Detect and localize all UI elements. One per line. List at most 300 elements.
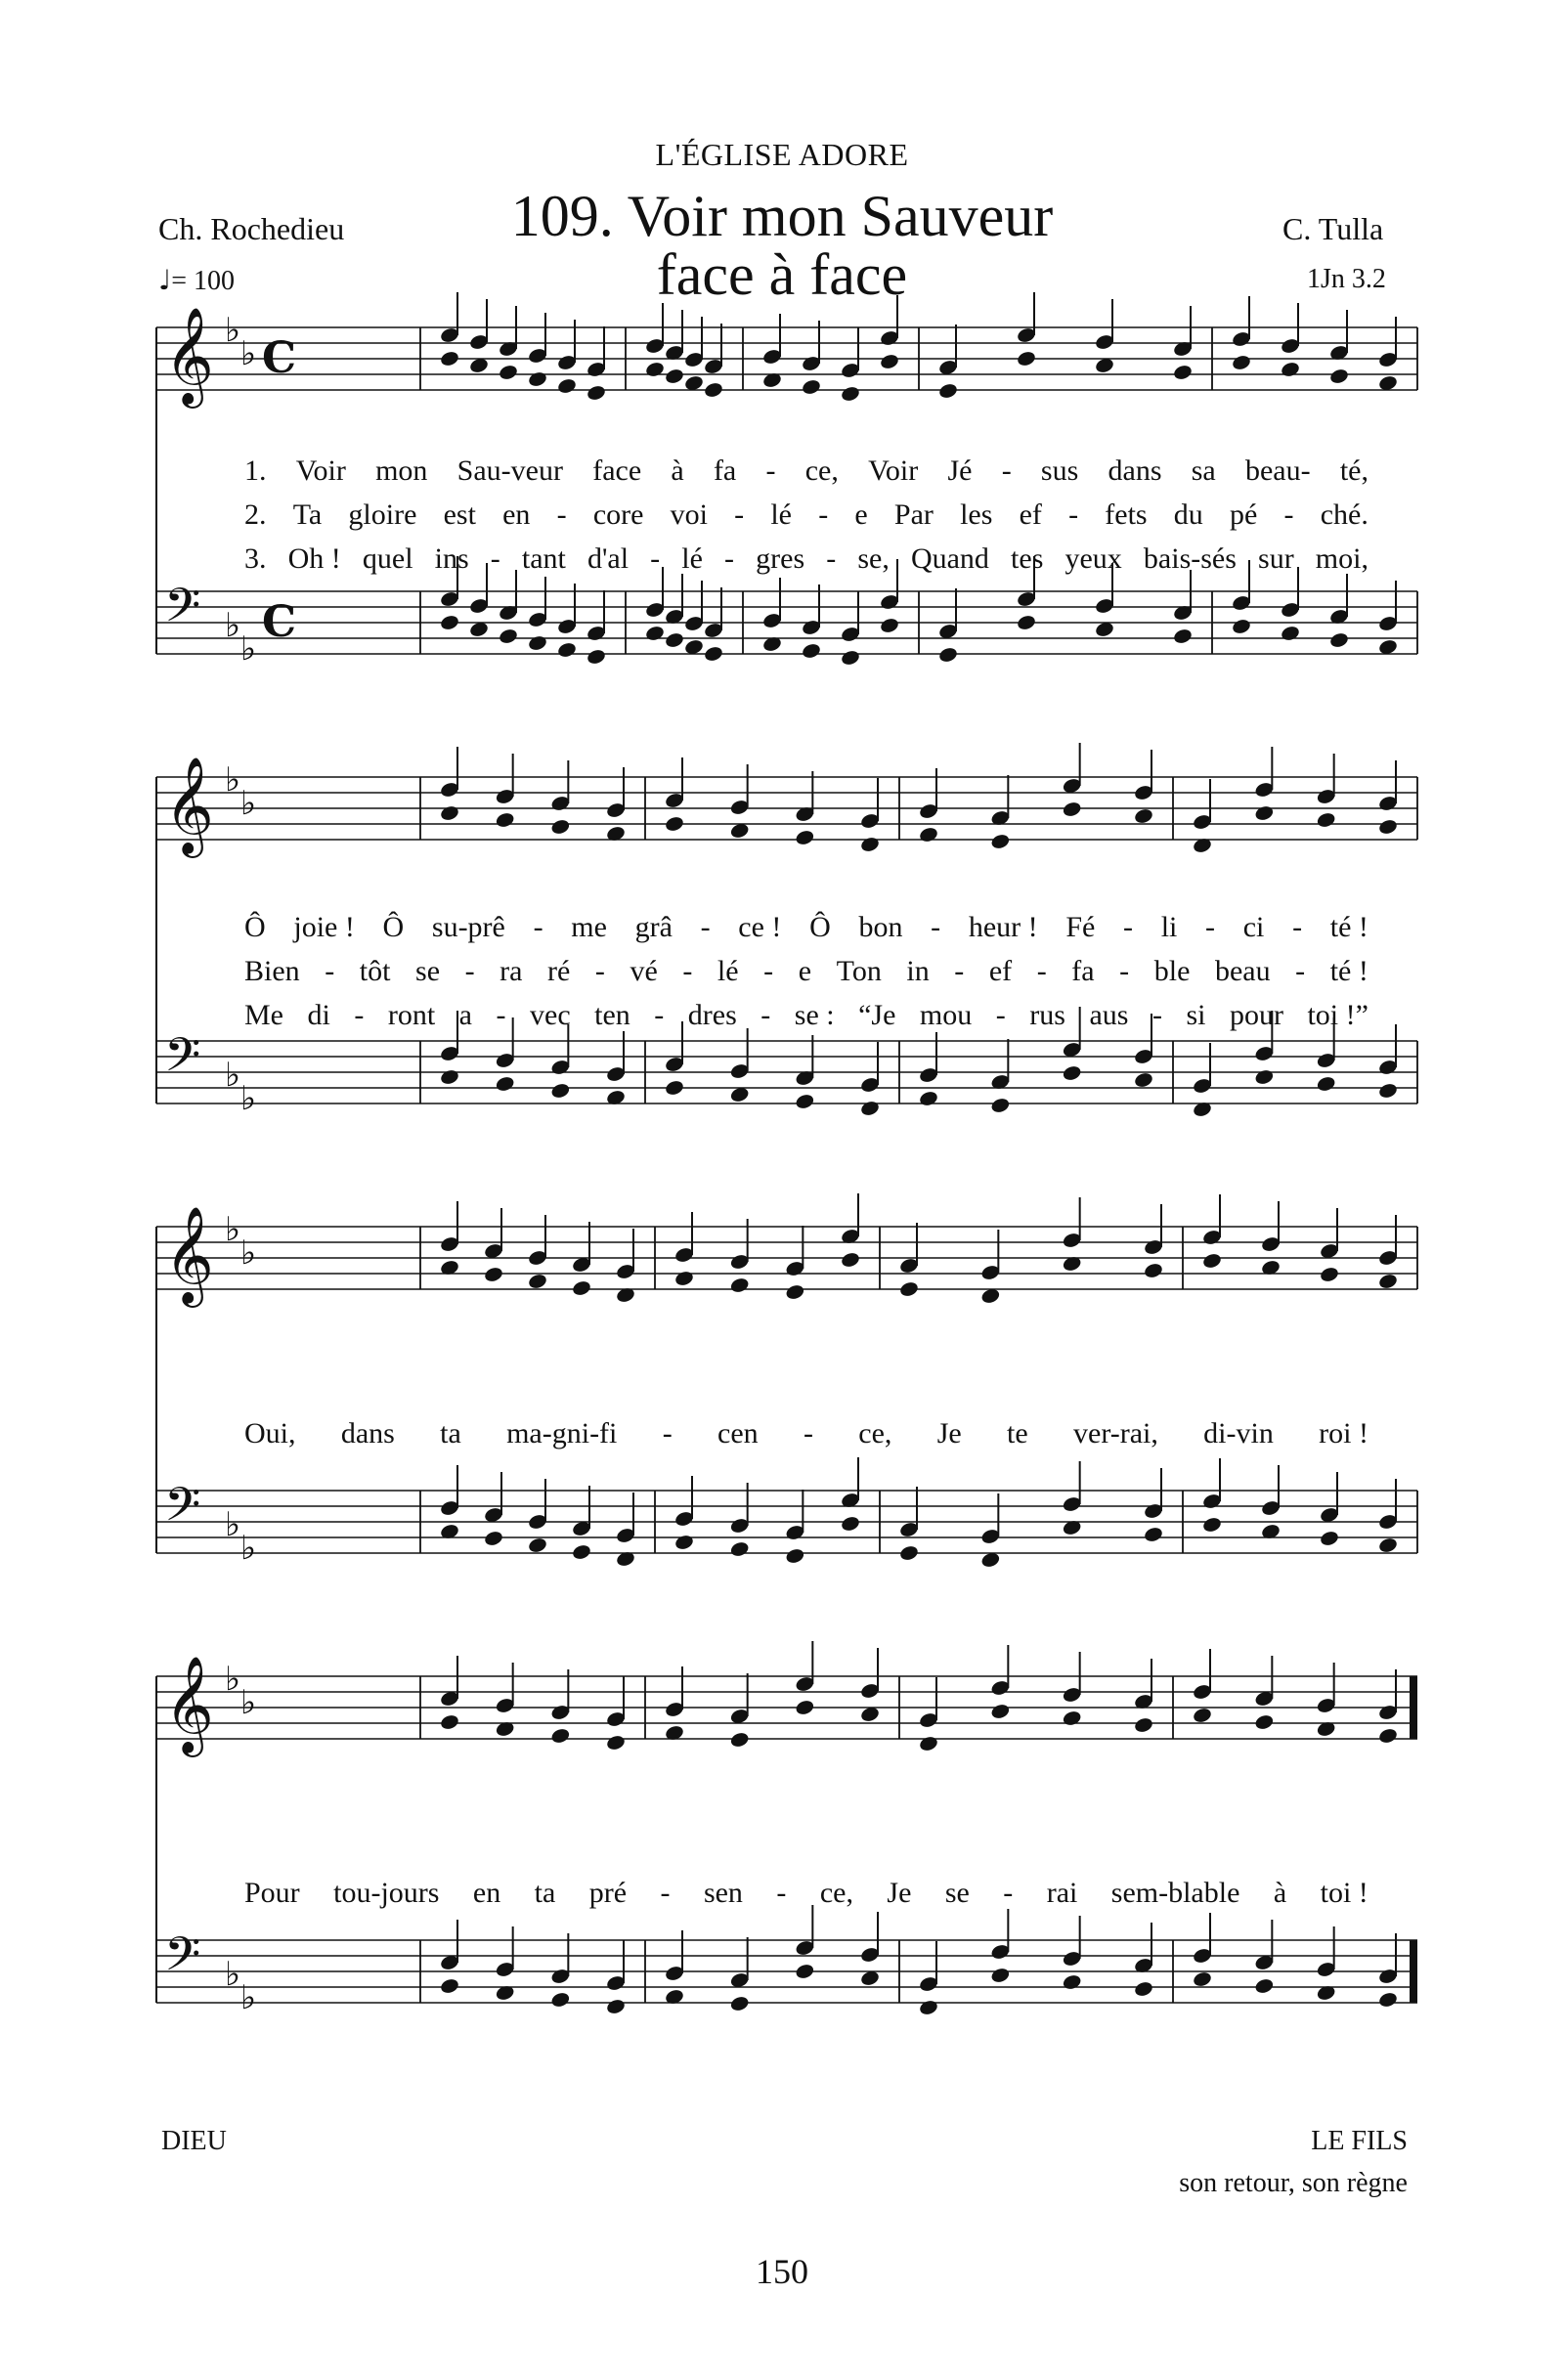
lyric-syllable: mou (919, 999, 973, 1031)
notehead (556, 641, 577, 659)
section-heading: L'ÉGLISE ADORE (655, 137, 909, 172)
lyric-syllable: dres (687, 999, 737, 1031)
lyric-syllable: dans (1108, 454, 1162, 487)
treble-staff (156, 743, 1417, 858)
time-signature-icon: C (262, 333, 297, 383)
lyric-syllable: Bien (244, 955, 300, 987)
lyric-line (244, 999, 1368, 1032)
notehead (1143, 1262, 1163, 1279)
lyric-syllable: a (458, 999, 472, 1031)
lyric-syllable: ce, (804, 454, 839, 487)
notehead (527, 1273, 547, 1290)
notehead (1319, 1530, 1339, 1547)
lyric-syllable: - (1295, 955, 1306, 987)
hymn-number: 109. (510, 184, 614, 248)
lyric-syllable: voi (670, 498, 708, 531)
notehead (795, 1093, 815, 1110)
lyric-syllable: - (995, 999, 1006, 1031)
lyric-syllable: toi !” (1307, 999, 1368, 1031)
lyric-syllable: - (1205, 911, 1216, 943)
lyric-syllable: tou-jours (333, 1877, 440, 1909)
lyric-syllable: ré (547, 955, 571, 987)
lyric-syllable: beau- (1244, 454, 1311, 487)
lyricist: Ch. Rochedieu (158, 211, 345, 246)
lyric-syllable: li (1160, 911, 1178, 943)
notehead (1328, 368, 1349, 385)
lyric-syllable: toi ! (1320, 1877, 1368, 1909)
notehead (1377, 818, 1398, 836)
lyric-syllable: - (1283, 498, 1294, 531)
notehead (1231, 354, 1251, 371)
notehead (644, 361, 665, 378)
lyric-syllable: Quand (910, 542, 989, 575)
lyric-syllable: pré (588, 1877, 628, 1909)
lyric-syllable: ta (440, 1417, 461, 1450)
lyric-syllable: - (1003, 1877, 1014, 1909)
lyric-syllable: Ô (809, 911, 831, 943)
notehead (1316, 811, 1336, 829)
notehead (1062, 1973, 1082, 1991)
lyric-syllable: di-vin (1203, 1417, 1274, 1450)
notehead (1377, 1273, 1398, 1290)
lyric-syllable: - (1151, 999, 1162, 1031)
notehead (879, 353, 899, 370)
lyric-syllable: té, (1339, 454, 1368, 487)
lyric-syllable: vec (530, 999, 571, 1031)
treble-staff (156, 1193, 1417, 1308)
notehead (664, 1079, 684, 1097)
notehead (439, 350, 459, 368)
notehead (729, 1731, 750, 1749)
lyric-syllable: sa (1191, 454, 1216, 487)
footer-category-right: LE FILS (1311, 2126, 1408, 2156)
notehead (664, 368, 684, 385)
scripture-reference: 1Jn 3.2 (1307, 264, 1386, 294)
lyric-syllable: Voir (295, 454, 346, 487)
lyric-syllable: Pour (244, 1877, 300, 1909)
lyric-syllable: se, (857, 542, 890, 575)
lyric-syllable: Sau-veur (456, 454, 563, 487)
treble-clef-icon: 𝄞 (164, 307, 214, 405)
lyric-syllable: sen (703, 1877, 743, 1909)
tempo-marking (158, 264, 235, 297)
flat-icon: ♭ (225, 1660, 241, 1699)
lyric-syllable: pour (1229, 999, 1283, 1031)
lyric-syllable: - (700, 911, 711, 943)
flat-icon: ♭ (240, 1233, 257, 1273)
lyric-syllable: - (354, 999, 365, 1031)
notehead (1143, 1526, 1163, 1543)
lyric-syllable: moi, (1315, 542, 1368, 575)
notehead (918, 1999, 938, 2016)
lyric-line (244, 542, 1368, 576)
notehead (1377, 1727, 1398, 1745)
notehead (439, 804, 459, 822)
notehead (1319, 1266, 1339, 1283)
lyric-syllable: - (660, 1877, 671, 1909)
lyric-syllable: - (1119, 955, 1130, 987)
page-number: 150 (756, 2252, 808, 2291)
hymn-title: Voir mon Sauveur (627, 184, 1054, 248)
notehead (1062, 1064, 1082, 1082)
lyric-syllable: cen (717, 1417, 759, 1450)
lyric-syllable: se (415, 955, 441, 987)
flat-icon: ♭ (240, 334, 257, 373)
lyric-syllable: en (502, 498, 531, 531)
lyric-syllable: - (931, 911, 941, 943)
lyric-syllable: mon (375, 454, 428, 487)
lyric-syllable: vé (630, 955, 658, 987)
lyric-syllable: té ! (1329, 911, 1368, 943)
notehead (664, 631, 684, 649)
lyric-syllable: Voir (868, 454, 919, 487)
lyric-syllable: Jé (947, 454, 973, 487)
lyric-syllable: Ta (292, 498, 323, 531)
notehead (990, 833, 1011, 850)
notehead (644, 625, 665, 642)
flat-icon: ♭ (240, 629, 257, 669)
lyric-syllable: bais-sés (1143, 542, 1237, 575)
lyric-syllable: core (592, 498, 644, 531)
treble-staff (156, 1641, 1417, 1757)
lyric-syllable: Ô (382, 911, 405, 943)
lyric-syllable: in (906, 955, 930, 987)
lyric-syllable: - (533, 911, 543, 943)
lyric-syllable: “Je (858, 999, 896, 1031)
composer: C. Tulla (1282, 211, 1384, 246)
lyric-syllable: Fé (1065, 911, 1096, 943)
lyric-syllable: ef (988, 955, 1013, 987)
flat-icon: ♭ (225, 311, 241, 350)
bass-staff (156, 1457, 1417, 1569)
notehead (1231, 618, 1251, 635)
lyric-syllable: - (803, 1417, 813, 1450)
notehead (586, 648, 606, 666)
notehead (840, 1251, 860, 1269)
lyric-syllable: - (654, 999, 665, 1031)
flat-icon: ♭ (225, 606, 241, 645)
lyric-syllable: Me (244, 999, 283, 1031)
lyric-syllable: - (734, 498, 745, 531)
notehead (550, 1991, 571, 2009)
lyric-syllable: joie ! (293, 911, 355, 943)
notehead (1062, 801, 1082, 818)
bass-clef-icon: 𝄢 (164, 1477, 201, 1543)
treble-staff (156, 292, 1417, 409)
notehead (556, 377, 577, 395)
lyric-syllable: - (1123, 911, 1133, 943)
notehead (1328, 631, 1349, 649)
lyric-syllable: dans (340, 1417, 395, 1450)
notehead (795, 829, 815, 846)
lyric-syllable: ci (1242, 911, 1265, 943)
lyric-line (244, 911, 1368, 944)
lyric-syllable: ver-rai, (1073, 1417, 1158, 1450)
notehead (859, 836, 880, 853)
notehead (990, 1703, 1011, 1720)
lyric-syllable: - (650, 542, 661, 575)
lyric-syllable: - (1068, 498, 1079, 531)
footer-category-left: DIEU (161, 2126, 227, 2156)
notehead (1280, 625, 1300, 642)
notehead (550, 1727, 571, 1745)
notehead (1254, 804, 1275, 822)
lyric-syllable: - (1001, 454, 1012, 487)
tempo-value: = 100 (171, 266, 236, 296)
lyric-syllable: ef (1019, 498, 1042, 531)
lyric-syllable: gloire (348, 498, 417, 531)
notehead (605, 1734, 626, 1752)
bass-clef-icon: 𝄢 (164, 578, 201, 644)
notehead (550, 1082, 571, 1100)
flat-icon: ♭ (225, 1505, 241, 1544)
flat-icon: ♭ (225, 760, 241, 800)
lyric-syllable: - (662, 1417, 673, 1450)
lyric-syllable: quel (362, 542, 413, 575)
notehead (1377, 1082, 1398, 1100)
notehead (918, 1090, 938, 1107)
lyric-syllable: e (854, 498, 868, 531)
treble-clef-icon: 𝄞 (164, 1656, 214, 1753)
lyric-line (244, 1417, 1368, 1450)
notehead (1062, 1709, 1082, 1727)
notehead (840, 385, 860, 403)
lyric-syllable: ra (500, 955, 523, 987)
notehead (1133, 1071, 1153, 1089)
lyric-syllable: les (960, 498, 993, 531)
lyric-syllable: Par (893, 498, 934, 531)
bass-clef-icon: 𝄢 (164, 1926, 201, 1993)
notehead (483, 1530, 503, 1547)
notehead (495, 811, 515, 829)
lyric-syllable: - (954, 955, 965, 987)
lyric-syllable: grâ (634, 911, 673, 943)
lyric-syllable: ce, (819, 1877, 853, 1909)
lyric-syllable: - (765, 454, 776, 487)
notehead (586, 384, 606, 402)
notehead (840, 1515, 860, 1533)
lyric-syllable: té ! (1329, 955, 1368, 987)
lyric-syllable: - (496, 999, 506, 1031)
flat-icon: ♭ (225, 1056, 241, 1095)
notehead (1016, 350, 1036, 368)
notehead (937, 646, 958, 664)
notehead (840, 649, 860, 667)
notehead (498, 364, 518, 381)
notehead (439, 1977, 459, 1995)
lyric-syllable: pé (1229, 498, 1258, 531)
notehead (729, 1995, 750, 2012)
notehead (1201, 1516, 1222, 1534)
lyric-line (244, 454, 1368, 488)
treble-clef-icon: 𝄞 (164, 1206, 214, 1304)
lyric-syllable: beau (1214, 955, 1271, 987)
flat-icon: ♭ (240, 1978, 257, 2017)
notehead (918, 826, 938, 844)
notehead (498, 627, 518, 645)
lyric-syllable: si (1186, 999, 1206, 1031)
lyric-syllable: - (490, 542, 500, 575)
notehead (1377, 1536, 1398, 1554)
notehead (1133, 1980, 1153, 1998)
notehead (1316, 1075, 1336, 1093)
lyric-syllable: fets (1105, 498, 1148, 531)
notehead (729, 1277, 750, 1294)
lyric-syllable: - (1292, 911, 1303, 943)
bass-clef-icon: 𝄢 (164, 1027, 201, 1094)
bass-staff (156, 1905, 1417, 2017)
notehead (801, 378, 821, 396)
lyric-syllable: aus (1089, 999, 1129, 1031)
lyric-syllable: - (818, 498, 829, 531)
lyric-syllable: lé (717, 955, 739, 987)
flat-icon: ♭ (240, 1529, 257, 1568)
lyric-syllable: di (307, 999, 330, 1031)
music-system-4 (156, 1657, 1417, 2087)
notehead (1192, 1970, 1212, 1988)
lyric-syllable: - (826, 542, 837, 575)
lyric-syllable: lé (681, 542, 703, 575)
notehead (879, 617, 899, 634)
notehead (898, 1280, 919, 1298)
lyric-syllable: sur (1258, 542, 1294, 575)
notehead (1133, 1716, 1153, 1734)
notehead (785, 1547, 805, 1565)
flat-icon: ♭ (240, 1079, 257, 1118)
notehead (527, 634, 547, 652)
notehead (673, 1534, 694, 1551)
notehead (439, 614, 459, 631)
notehead (785, 1283, 805, 1301)
lyric-syllable: yeux (1064, 542, 1122, 575)
notehead (1201, 1252, 1222, 1270)
lyric-syllable: me (571, 911, 607, 943)
notehead (495, 1075, 515, 1093)
flat-icon: ♭ (225, 1210, 241, 1249)
lyric-line (244, 1877, 1368, 1910)
notehead (703, 381, 723, 399)
notehead (703, 645, 723, 663)
footer-subcategory: son retour, son règne (1179, 2168, 1408, 2198)
lyric-syllable: face (592, 454, 642, 487)
lyric-syllable: ront (387, 999, 436, 1031)
lyric-syllable: heur ! (968, 911, 1038, 943)
lyric-syllable: ins (434, 542, 469, 575)
lyric-syllable: Je (887, 1877, 912, 1909)
notehead (550, 818, 571, 836)
lyric-syllable: du (1173, 498, 1203, 531)
notehead (527, 1536, 547, 1554)
flat-icon: ♭ (240, 784, 257, 823)
notehead (795, 1963, 815, 1980)
lyric-syllable: Je (936, 1417, 962, 1450)
lyric-syllable: roi ! (1319, 1417, 1368, 1450)
lyric-syllable: - (1036, 955, 1047, 987)
lyric-syllable: - (556, 498, 567, 531)
lyric-syllable: - (760, 999, 771, 1031)
lyric-syllable: 1. (244, 454, 267, 487)
notehead (1172, 627, 1193, 645)
lyric-line (244, 955, 1368, 988)
treble-clef-icon: 𝄞 (164, 757, 214, 854)
lyric-syllable: rus (1029, 999, 1065, 1031)
lyric-syllable: 2. (244, 498, 267, 531)
lyric-syllable: e (798, 955, 812, 987)
notehead (1254, 1713, 1275, 1731)
lyric-syllable: su-prê (431, 911, 505, 943)
notehead (990, 1967, 1011, 1984)
notehead (439, 1068, 459, 1086)
notehead (673, 1270, 694, 1287)
lyric-syllable: ché. (1320, 498, 1368, 531)
lyric-syllable: - (682, 955, 693, 987)
notehead (1280, 361, 1300, 378)
notehead (1254, 1977, 1275, 1995)
lyric-syllable: tes (1011, 542, 1044, 575)
notehead (605, 1998, 626, 2015)
lyric-syllable: - (763, 955, 774, 987)
notehead (898, 1544, 919, 1562)
time-signature-icon: C (262, 597, 297, 647)
lyric-syllable: - (724, 542, 735, 575)
lyric-syllable: Oh ! (287, 542, 341, 575)
lyric-syllable: - (325, 955, 335, 987)
lyric-syllable: Ô (244, 911, 266, 943)
notehead (1254, 1068, 1275, 1086)
lyric-syllable: sem-blable (1110, 1877, 1240, 1909)
lyric-syllable: fa (1071, 955, 1095, 987)
notehead (937, 382, 958, 400)
hymn-title-line2: face à face (656, 242, 908, 307)
lyric-syllable: 3. (244, 542, 267, 575)
notehead (571, 1543, 591, 1561)
lyric-syllable: lé (770, 498, 792, 531)
flat-icon: ♭ (225, 1955, 241, 1994)
lyric-syllable: à (1273, 1877, 1287, 1909)
notehead (859, 1100, 880, 1117)
notehead (729, 1540, 750, 1558)
lyric-syllable: bon (858, 911, 903, 943)
lyric-syllable: se : (794, 999, 835, 1031)
quarter-note-icon: ♩ (158, 264, 172, 296)
lyric-syllable: ta (534, 1877, 556, 1909)
lyric-syllable: tôt (359, 955, 391, 987)
lyric-syllable: - (594, 955, 605, 987)
lyric-syllable: rai (1046, 1877, 1078, 1909)
notehead (571, 1279, 591, 1297)
lyric-syllable: - (464, 955, 475, 987)
lyric-syllable: fa (713, 454, 737, 487)
notehead (1192, 1707, 1212, 1724)
lyric-syllable: ce ! (738, 911, 782, 943)
lyric-syllable: à (671, 454, 684, 487)
lyric-syllable: sus (1040, 454, 1079, 487)
lyric-syllable: ble (1153, 955, 1191, 987)
notehead (918, 1735, 938, 1753)
lyric-syllable: en (472, 1877, 501, 1909)
notehead (664, 815, 684, 833)
lyric-syllable: d'al (586, 542, 630, 575)
flat-icon: ♭ (240, 1683, 257, 1722)
lyric-syllable: tant (521, 542, 566, 575)
lyric-syllable: ce, (858, 1417, 892, 1450)
notehead (483, 1266, 503, 1283)
notehead (1172, 364, 1193, 381)
lyric-syllable: Ton (836, 955, 882, 987)
lyric-syllable: gres (756, 542, 805, 575)
notehead (801, 642, 821, 660)
lyric-syllable: ten (594, 999, 630, 1031)
